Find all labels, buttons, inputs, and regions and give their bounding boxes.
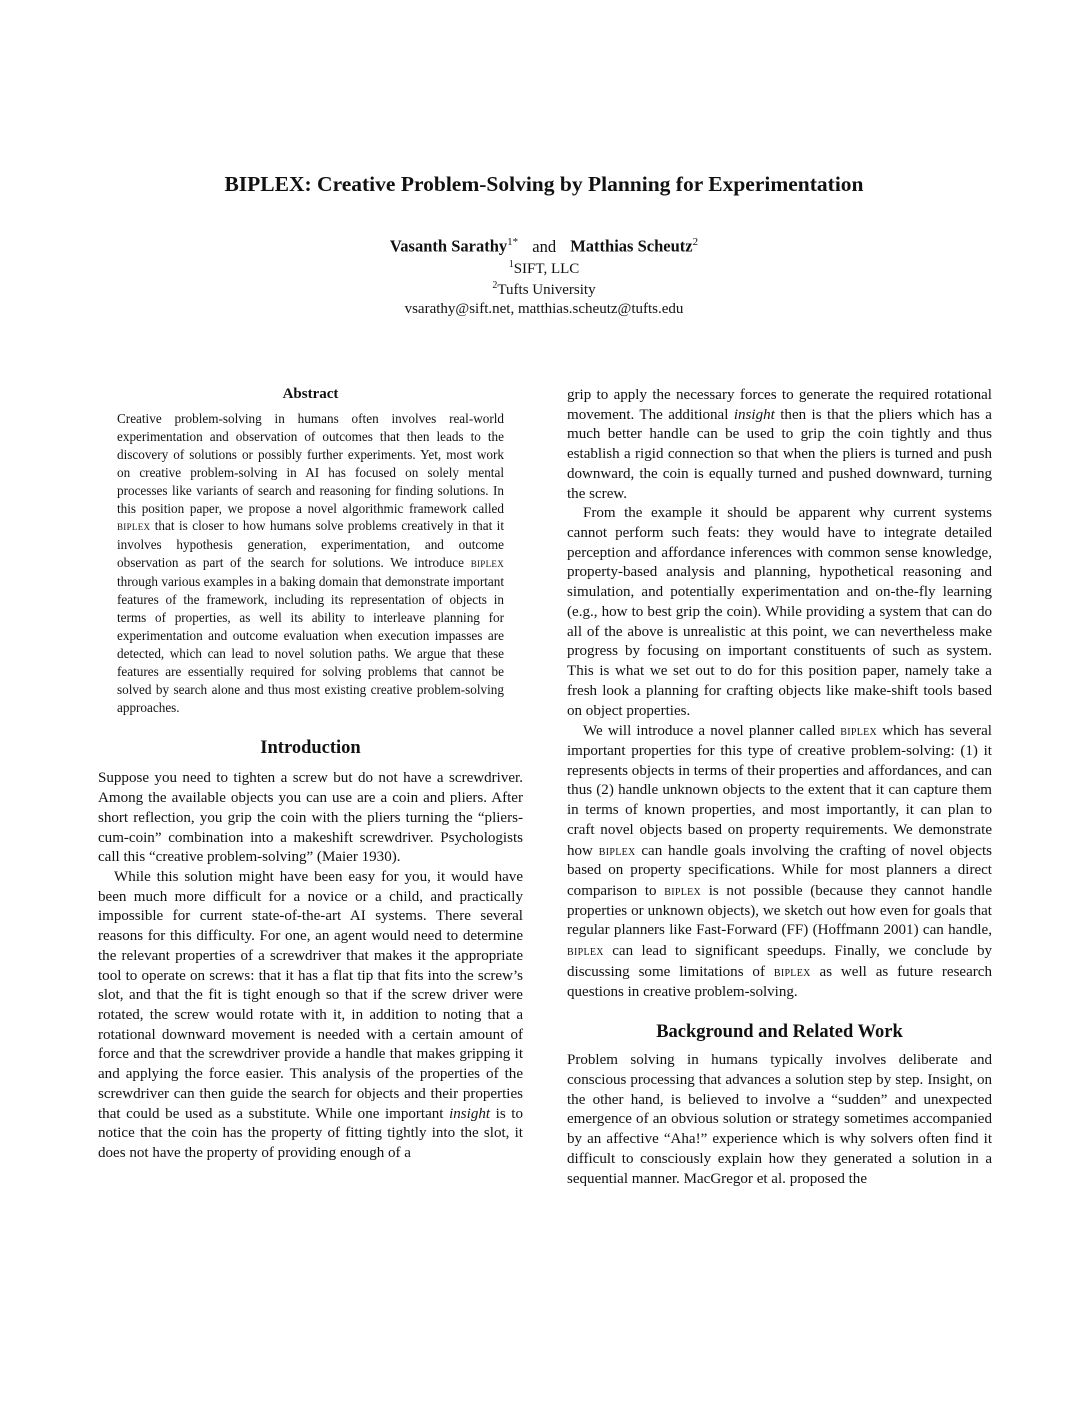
system-name: biplex xyxy=(470,556,505,571)
left-column xyxy=(98,386,523,1164)
body-text-part: While this solution might have been easy for you, it would have been much more difficult for a novice or a child, and practically impossible for current state-of-the-art AI systems. There several reasons for this difficulty. For one, an agent would need to determine the relevant properties of a screwdriver that makes it the appropriate tool to operate on screws: that it has a flat tip that fits into the screw’s slot, and that the fit is tight enough so that if the screw driver were rotated, the screw would rotate with it, in addition to noting that a rotational downward movement is needed with a certain amount of force and that the screwdriver provide a handle that makes gripping it and applying the force easier. This analysis of the properties of the screwdriver can then guide the search for objects and their properties that could be used as a substitute. While one important xyxy=(98,869,523,1122)
body-text-part: can handle goals involving the crafting of novel objects based on property specifications. While for most planners a direct comparison to xyxy=(567,842,993,899)
right-column xyxy=(567,386,992,1189)
abstract-text-part: that is closer to how humans solve problems creatively in that it involves hypothesis generation, experimentation, and outcome observation as part of the search for solutions. We introduce xyxy=(117,518,505,571)
body-paragraph: Problem solving in humans typically involves deliberate and conscious processing that advances a solution step by step. Insight, on the other hand, is believed to involve a “sudden” and unexpected emergence of an obvious solution or strategy sometimes accompanied by an affective “Aha!” experience which is why solvers often find it difficult to consciously explain how they generated a solution in a sequential manner. MacGregor et al. proposed the xyxy=(567,1052,992,1187)
body-paragraph: From the example it should be apparent why current systems cannot perform such feats: they would have to integrate detailed perception and affordance inferences with common sense knowledge, property-based analysis and planning, hypothetical reasoning and simulation, and potentially experimentation and on-the-fly learning (e.g., how to best grip the coin). While providing a system that can do all of the above is unrealistic at this point, we can nevertheless make progress by focusing on important constituents of such as system. This is what we set out to do for this position paper, namely take a fresh look a planning for crafting objects like make-shift tools based on object properties. xyxy=(567,505,992,719)
author-affiliation-mark: 2 xyxy=(692,236,699,248)
body-text-part: can lead to significant speedups. Finally, we conclude by discussing some limitations of xyxy=(567,943,992,980)
abstract-heading: Abstract xyxy=(282,386,339,402)
introduction-heading: Introduction xyxy=(260,738,361,759)
affiliation-text: SIFT, LLC xyxy=(513,261,580,277)
author-name: Matthias Scheutz xyxy=(570,236,693,256)
body-paragraph: Suppose you need to tighten a screw but do not have a screwdriver. Among the available objects you can use are a coin and pliers. After short reflection, you grip the coin with the pliers turning the “pliers-cum-coin” combination into a makeshift screwdriver. Psychologists call this “creative problem-solving” (Maier 1930). xyxy=(98,770,523,866)
body-paragraph xyxy=(567,721,992,1002)
system-name: biplex xyxy=(664,882,702,898)
body-text-part: grip to apply the necessary forces to generate the required rotational movement. The additional xyxy=(567,387,992,423)
system-name: biplex xyxy=(567,943,604,959)
author-affiliation-mark: 1* xyxy=(507,236,519,248)
abstract-text xyxy=(117,410,504,716)
body-paragraph xyxy=(98,868,523,1164)
body-paragraph xyxy=(567,386,992,504)
body-text-part: is to notice that the coin has the property of fitting tightly into the slot, it does not have the property of providing enough of a xyxy=(98,1105,523,1162)
affiliation xyxy=(0,280,1088,299)
body-text-part: is not possible (because they cannot handle properties or unknown objects), we sketch out how even for goals that regular planners like Fast-Forward (FF) (Hoffmann 2001) can handle, xyxy=(567,882,993,939)
abstract-text-part: Creative problem-solving in humans often involves real-world experimentation and observation of outcomes that then leads to the discovery of solutions or possibly further experiments. Yet, most work on creative problem-solving in AI has focused on solely mental processes like variants of search and reasoning for finding solutions. In this position paper, we propose a novel algorithmic framework called xyxy=(117,411,504,516)
emphasis-text: insight xyxy=(449,1105,491,1122)
affiliation-mark: 1 xyxy=(508,259,514,270)
author-connector: and xyxy=(532,236,557,256)
author-emails: vsarathy@sift.net, matthias.scheutz@tufts.edu xyxy=(404,301,684,317)
author-name: Vasanth Sarathy xyxy=(389,236,508,256)
affiliation-mark: 2 xyxy=(492,280,498,291)
affiliation xyxy=(0,259,1088,278)
author-line xyxy=(0,236,1088,257)
background-heading: Background and Related Work xyxy=(656,1022,903,1043)
emphasis-text: insight xyxy=(733,406,775,423)
body-text-part: We will introduce a novel planner called xyxy=(583,723,836,740)
abstract-text-part: through various examples in a baking domain that demonstrate important features of the framework, including its representation of objects in terms of properties, as well its ability to interleave planning for experimentation and outcome evaluation when execution impasses are detected, which can lead to novel solution paths. We argue that these features are essentially required for solving problems that cannot be solved by search alone and thus most existing creative problem-solving approaches. xyxy=(117,574,504,715)
body-text-part: as well as future research questions in creative problem-solving. xyxy=(567,963,993,1000)
body-text-part: then is that the pliers which has a much better handle can be used to grip the coin tightly and thus establish a rigid connection so that when the pliers is turned and push downward, the coin is equally turned and pushed downward, turning the screw. xyxy=(567,406,992,502)
system-name: biplex xyxy=(598,842,636,858)
system-name: biplex xyxy=(773,963,811,979)
affiliation-text: Tufts University xyxy=(497,282,596,298)
paper-title: BIPLEX: Creative Problem-Solving by Planning for Experimentation xyxy=(224,172,864,196)
body-text-part: which has several important properties for this type of creative problem-solving: (1) it represents objects in terms of their properties and affordances, and can thus (2) handle unknown objects to the extent that it can capture them in terms of known properties, and most importantly, it can plan to craft novel objects based on property requirements. We demonstrate how xyxy=(567,723,992,859)
system-name: biplex xyxy=(117,519,151,534)
system-name: biplex xyxy=(840,723,878,739)
